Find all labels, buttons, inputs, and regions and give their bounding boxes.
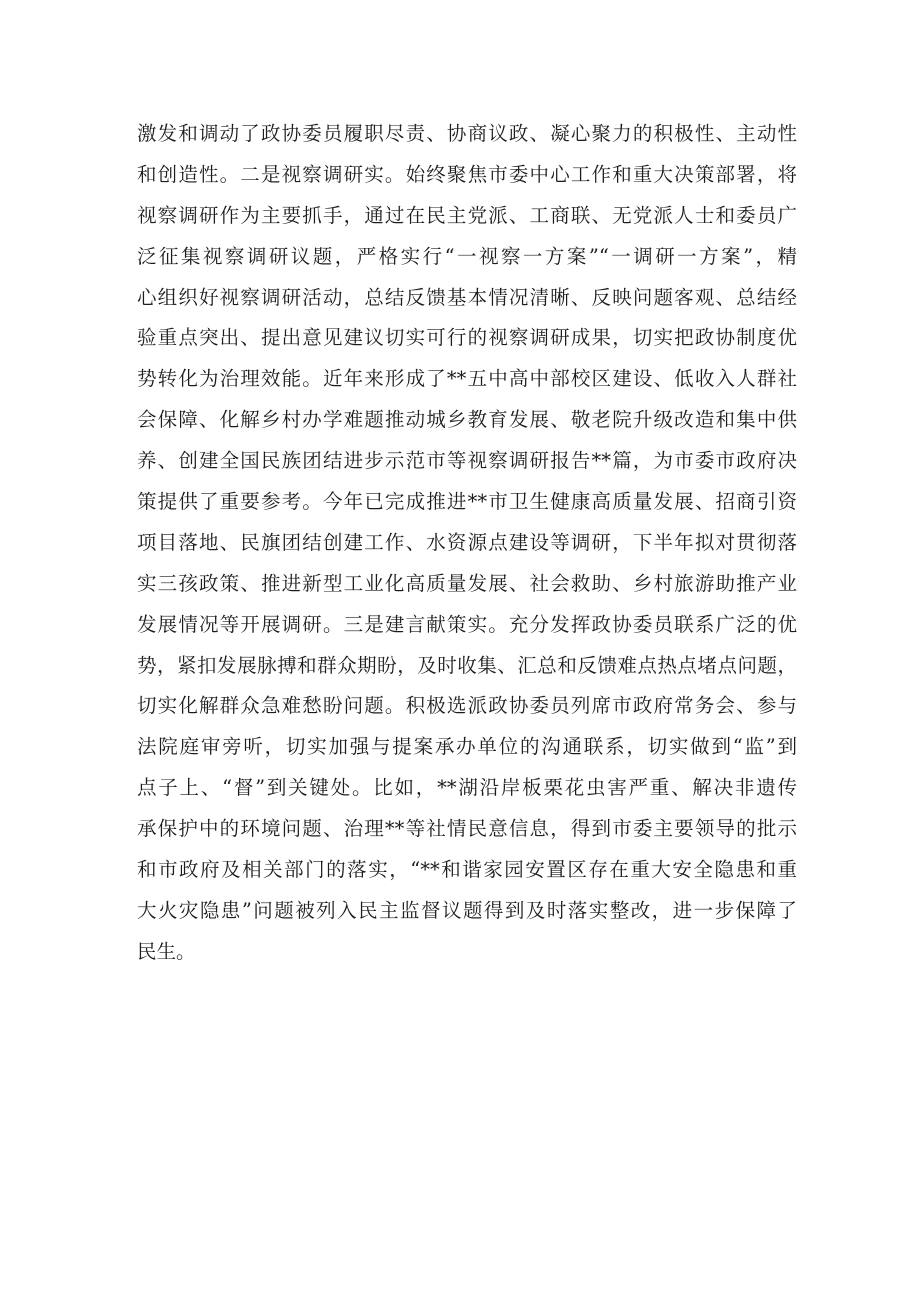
text-line-17: 点子上、“督”到关键处。比如，**湖沿岸板栗花虫害严重、解决非遗传 xyxy=(137,776,797,800)
text-line-6: 验重点突出、提出意见建议切实可行的视察调研成果，切实把政协制度优 xyxy=(137,326,797,350)
text-line-5: 心组织好视察调研活动，总结反馈基本情况清晰、反映问题客观、总结经 xyxy=(137,285,797,309)
text-line-10: 策提供了重要参考。今年已完成推进**市卫生健康高质量发展、招商引资 xyxy=(137,490,797,514)
body-paragraph xyxy=(137,114,797,973)
text-line-2: 和创造性。二是视察调研实。始终聚焦市委中心工作和重大决策部署，将 xyxy=(137,162,797,186)
text-line-20: 大火灾隐患”问题被列入民主监督议题得到及时落实整改，进一步保障了 xyxy=(137,898,797,922)
text-line-9: 养、创建全国民族团结进步示范市等视察调研报告**篇，为市委市政府决 xyxy=(137,449,797,473)
text-line-8: 会保障、化解乡村办学难题推动城乡教育发展、敬老院升级改造和集中供 xyxy=(137,408,797,432)
text-line-11: 项目落地、民旗团结创建工作、水资源点建设等调研，下半年拟对贯彻落 xyxy=(137,530,797,554)
text-line-7: 势转化为治理效能。近年来形成了**五中高中部校区建设、低收入人群社 xyxy=(137,367,797,391)
text-line-14: 势，紧扣发展脉搏和群众期盼，及时收集、汇总和反馈难点热点堵点问题， xyxy=(137,653,797,677)
text-line-3: 视察调研作为主要抓手，通过在民主党派、工商联、无党派人士和委员广 xyxy=(137,203,797,227)
text-line-21: 民生。 xyxy=(137,939,196,963)
text-line-13: 发展情况等开展调研。三是建言献策实。充分发挥政协委员联系广泛的优 xyxy=(137,612,797,636)
text-line-15: 切实化解群众急难愁盼问题。积极选派政协委员列席市政府常务会、参与 xyxy=(137,694,797,718)
text-line-4: 泛征集视察调研议题，严格实行“一视察一方案”“一调研一方案”，精 xyxy=(137,244,797,268)
text-line-19: 和市政府及相关部门的落实，“**和谐家园安置区存在重大安全隐患和重 xyxy=(137,858,797,882)
text-line-16: 法院庭审旁听，切实加强与提案承办单位的沟通联系，切实做到“监”到 xyxy=(137,735,797,759)
text-line-18: 承保护中的环境问题、治理**等社情民意信息，得到市委主要领导的批示 xyxy=(137,817,797,841)
text-line-12: 实三孩政策、推进新型工业化高质量发展、社会救助、乡村旅游助推产业 xyxy=(137,571,797,595)
text-line-1: 激发和调动了政协委员履职尽责、协商议政、凝心聚力的积极性、主动性 xyxy=(137,122,797,145)
